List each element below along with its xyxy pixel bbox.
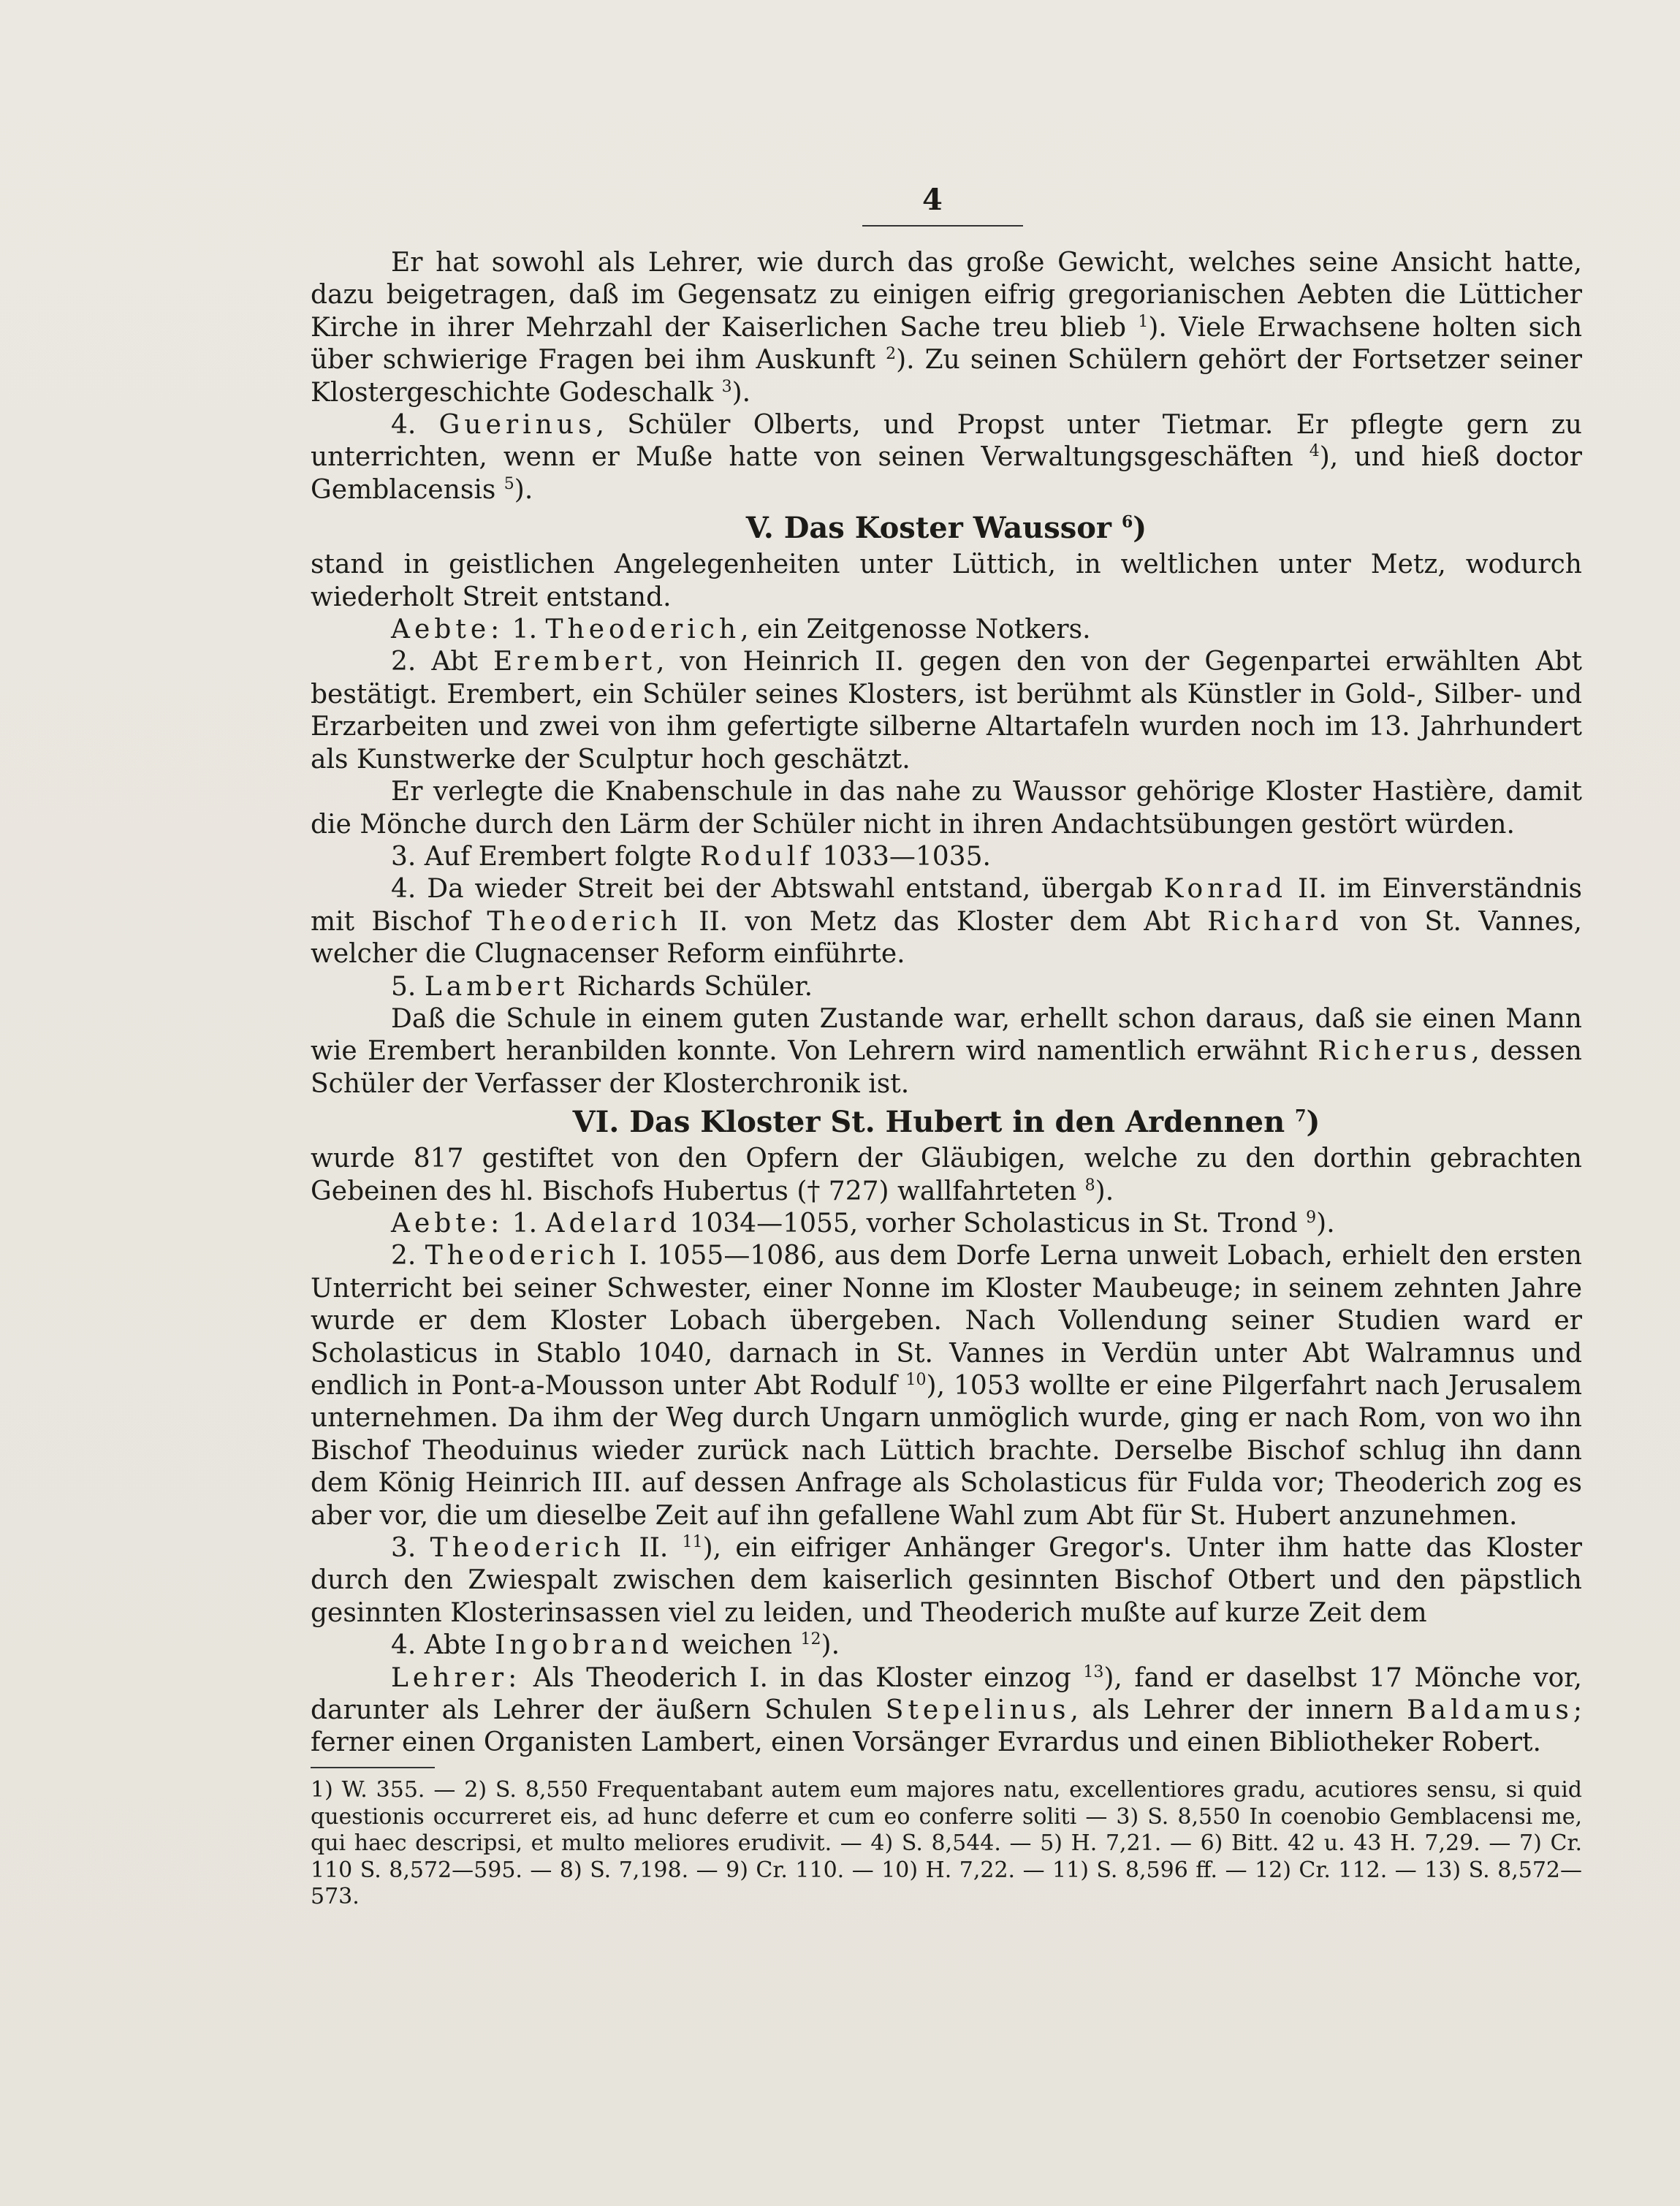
- paragraph: wurde 817 gestiftet von den Opfern der Gläubigen, welche zu den dorthin gebrachten Gebeinen des hl. Bischofs Hubertus († 727) wallfahrteten $^8$).: [311, 1144, 1582, 1206]
- paragraph: Aebte: 1. Adelard 1034—1055, vorher Scholasticus in St. Trond $^9$).: [391, 1208, 1335, 1239]
- section-heading-vi: VI. Das Kloster St. Hubert in den Ardennen $^7$): [572, 1105, 1320, 1140]
- section-heading-v: V. Das Koster Waussor $^6$): [745, 511, 1147, 546]
- paragraph: 3. Theoderich II. $^{11}$), ein eifriger Anhänger Gregor's. Unter ihm hatte das Kloster durch den Zwiespalt zwischen dem kaiserlich gesinnten Bischof Otbert und den päpstlich gesinnten Klosterinsassen viel zu leiden, und Theoderich mußte auf kurze Zeit dem: [311, 1533, 1583, 1628]
- paragraph: Lehrer: Als Theoderich I. in das Kloster einzog $^{13}$), fand er daselbst 17 Mönche vor, darunter als Lehrer der äußern Schulen Stepelinus, als Lehrer der innern Baldamus; ferner einen Organisten Lambert, einen Vorsänger Evrardus und einen Bibliotheker Robert.: [311, 1662, 1582, 1758]
- paragraph: 5. Lambert Richards Schüler.: [391, 971, 813, 1002]
- person-name: Guerinus: [438, 410, 596, 441]
- paragraph: 2. Theoderich I. 1055—1086, aus dem Dorfe Lerna unweit Lobach, erhielt den ersten Unterricht bei seiner Schwester, einer Nonne im Kloster Maubeuge; in seinem zehnten Jahre wurde er dem Kloster Lobach übergeben. Nach Vollendung seiner Studien ward er Scholasticus in Stablo 1040, darnach in St. Vannes in Verdün unter Abt Walramnus und endlich in Pont-a-Mousson unter Abt Rodulf $^{10}$), 1053 wollte er eine Pilgerfahrt nach Jerusalem unternehmen. Da ihm der Weg durch Ungarn unmöglich wurde, ging er nach Rom, von wo ihn Bischof Theoduinus wieder zurück nach Lüttich brachte. Derselbe Bischof schlug ihn dann dem König Heinrich III. auf dessen Anfrage als Scholasticus für Fulda vor; Theoderich zog es aber vor, die um dieselbe Zeit auf ihn gefallene Wahl zum Abt für St. Hubert anzunehmen.: [311, 1241, 1582, 1531]
- footnote-text: 1) W. 355. — 2) S. 8,550 Frequentabant autem eum majores natu, excellentiores gradu, acutiores sensu, si quid questionis occurreret eis, ad hunc deferre et cum eo conferre soliti — 3) S. 8,550 In coenobio Gemblacensi me, qui haec descripsi, et multo meliores erudivit. — 4) S. 8,544. — 5) H. 7,21. — 6) Bitt. 42 u. 43 H. 7,29. — 7) Cr. 110 S. 8,572—595. — 8) S. 7,198. — 9) Cr. 110. — 10) H. 7,22. — 11) S. 8,596 ff. — 12) Cr. 112. — 13) S. 8,572—573.: [311, 1777, 1582, 1909]
- paragraph: 2. Abt Erembert, von Heinrich II. gegen den von der Gegenpartei erwählten Abt bestätigt. Erembert, ein Schüler seines Klosters, ist berühmt als Künstler in Gold-, Silber- und Erzarbeiten und zwei von ihm gefertigte silberne Altartafeln wurden noch im 13. Jahrhundert als Kunstwerke der Sculptur hoch geschätzt.: [311, 647, 1582, 775]
- page-number-rule: [862, 225, 1023, 227]
- page-number: 4: [922, 183, 943, 217]
- paragraph: 4. Guerinus, Schüler Olberts, und Propst unter Tietmar. Er pflegte gern zu unterrichten, wenn er Muße hatte von seinen Verwaltungsgeschäften $^4$), und hieß doctor Gemblacensis $^5$).: [311, 410, 1583, 505]
- paragraph: stand in geistlichen Angelegenheiten unter Lüttich, in weltlichen unter Metz, wodurch wiederholt Streit entstand.: [311, 549, 1582, 612]
- paragraph: 4. Abte Ingobrand weichen $^{12}$).: [391, 1630, 840, 1661]
- paragraph: 3. Auf Erembert folgte Rodulf 1033—1035.: [391, 841, 991, 872]
- footnote-rule: [311, 1767, 435, 1768]
- paragraph: Er verlegte die Knabenschule in das nahe zu Waussor gehörige Kloster Hastière, damit die Mönche durch den Lärm der Schüler nicht in ihren Andachtsübungen gestört würden.: [311, 777, 1582, 840]
- paragraph: 4. Da wieder Streit bei der Abtswahl entstand, übergab Konrad II. im Einverständnis mit Bischof Theoderich II. von Metz das Kloster dem Abt Richard von St. Vannes, welcher die Clugnacenser Reform einführte.: [311, 874, 1583, 970]
- paragraph: Daß die Schule in einem guten Zustande war, erhellt schon daraus, daß sie einen Mann wie Erembert heranbilden konnte. Von Lehrern wird namentlich erwähnt Richerus, dessen Schüler der Verfasser der Klosterchronik ist.: [311, 1003, 1582, 1099]
- paragraph: Aebte: 1. Theoderich, ein Zeitgenosse Notkers.: [391, 615, 1091, 645]
- footnotes: [311, 1777, 1582, 1911]
- paragraph: Er hat sowohl als Lehrer, wie durch das große Gewicht, welches seine Ansicht hatte, dazu beigetragen, daß im Gegensatz zu einigen eifrig gregorianischen Aebten die Lütticher Kirche in ihrer Mehrzahl der Kaiserlichen Sache treu blieb $^1$). Viele Erwachsene holten sich über schwierige Fragen bei ihm Auskunft $^2$). Zu seinen Schülern gehört der Fortsetzer seiner Klostergeschichte Godeschalk $^3$).: [311, 248, 1583, 408]
- body-text: [311, 247, 1582, 1760]
